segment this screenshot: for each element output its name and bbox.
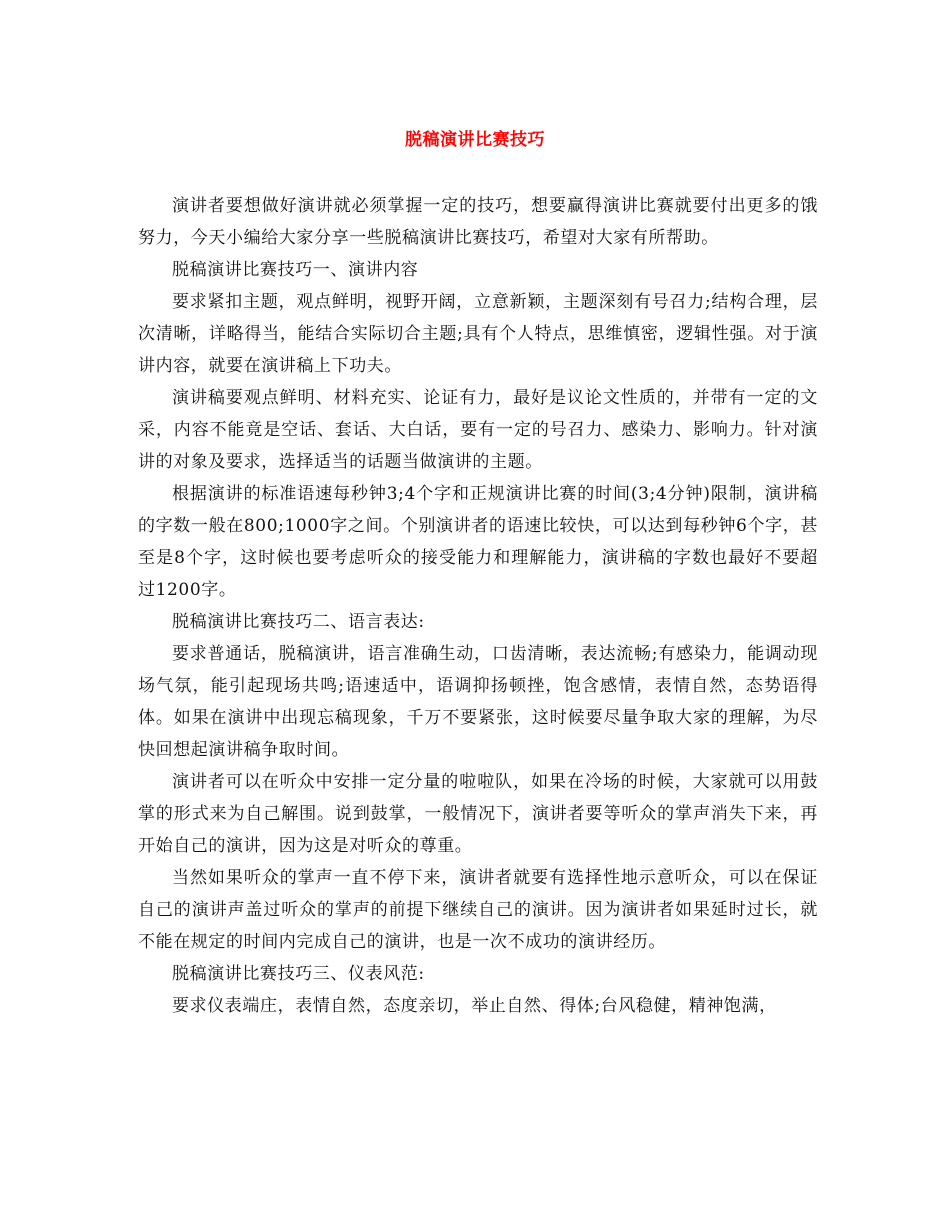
- section-heading-2: 脱稿演讲比赛技巧二、语言表达:: [172, 612, 425, 632]
- paragraph-speech-draft: 演讲稿要观点鲜明、材料充实、论证有力，最好是议论文性质的，并带有一定的文采，内容不能竟是空话、套话、大白话，要有一定的号召力、感染力、影响力。针对演讲的对象及要求，选择适当的话题当做演讲的主题。: [138, 388, 818, 472]
- paragraph-content-requirements: 要求紧扣主题，观点鲜明，视野开阔，立意新颖，主题深刻有号召力;结构合理，层次清晰，详略得当，能结合实际切合主题;具有个人特点，思维慎密，逻辑性强。对于演讲内容，就要在演讲稿上下功夫。: [138, 292, 818, 376]
- paragraph-applause: 当然如果听众的掌声一直不停下来，演讲者就要有选择性地示意听众，可以在保证自己的演讲声盖过听众的掌声的前提下继续自己的演讲。因为演讲者如果延时过长，就不能在规定的时间内完成自己的演讲，也是一次不成功的演讲经历。: [138, 868, 818, 952]
- document-title: 脱稿演讲比赛技巧: [405, 130, 545, 150]
- paragraph-cheering-squad: 演讲者可以在听众中安排一定分量的啦啦队，如果在冷场的时候，大家就可以用鼓掌的形式来为自己解围。说到鼓掌，一般情况下，演讲者要等听众的掌声消失下来，再开始自己的演讲，因为这是对听众的尊重。: [138, 772, 818, 856]
- paragraph-appearance-requirements: 要求仪表端庄，表情自然，态度亲切，举止自然、得体;台风稳健，精神饱满，: [172, 996, 777, 1016]
- paragraph-word-count: 根据演讲的标准语速每秒钟3;4个字和正规演讲比赛的时间(3;4分钟)限制，演讲稿的字数一般在800;1000字之间。个别演讲者的语速比较快，可以达到每秒钟6个字，甚至是8个字，这时候也要考虑听众的接受能力和理解能力，演讲稿的字数也最好不要超过1200字。: [138, 484, 818, 600]
- paragraph-intro: 演讲者要想做好演讲就必须掌握一定的技巧，想要赢得演讲比赛就要付出更多的饿努力，今天小编给大家分享一些脱稿演讲比赛技巧，希望对大家有所帮助。: [138, 196, 818, 248]
- section-heading-1: 脱稿演讲比赛技巧一、演讲内容: [172, 260, 419, 280]
- document-body: [138, 190, 818, 1022]
- paragraph-language-requirements: 要求普通话，脱稿演讲，语言准确生动，口齿清晰，表达流畅;有感染力，能调动现场气氛，能引起现场共鸣;语速适中，语调抑扬顿挫，饱含感情，表情自然，态势语得体。如果在演讲中出现忘稿现象，千万不要紧张，这时候要尽量争取大家的理解，为尽快回想起演讲稿争取时间。: [138, 644, 818, 760]
- section-heading-3: 脱稿演讲比赛技巧三、仪表风范:: [172, 964, 425, 984]
